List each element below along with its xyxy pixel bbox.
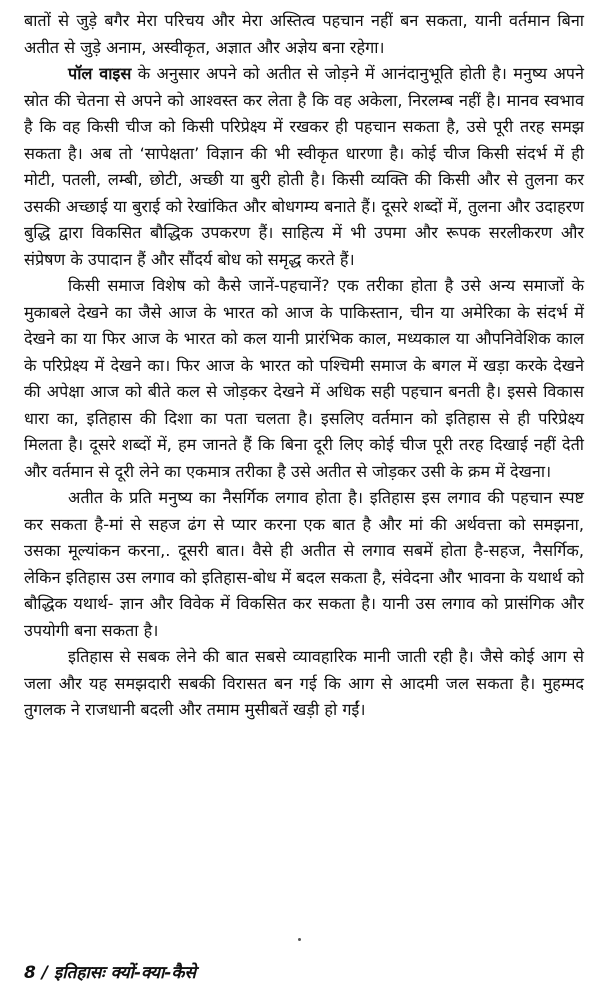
- paragraph-5: इतिहास से सबक लेने की बात सबसे व्यावहारिक मानी जाती रही है। जैसे कोई आग से जला और यह समझदारी सबकी विरासत बन गई कि आग से आदमी जल सकता है। मुहम्मद तुगलक ने राजधानी बदली और तमाम मुसीबतें खड़ी हो गईं।: [24, 647, 584, 719]
- paragraph-4: अतीत के प्रति मनुष्य का नैसर्गिक लगाव होता है। इतिहास इस लगाव की पहचान स्पष्ट कर सकता है-मां से सहज ढंग से प्यार करना एक बात है और मां की अर्थवत्ता को समझना, उसका मूल्यांकन करना,. दूसरी बात। वैसे ही अतीत से लगाव सबमें होता है-सहज, नैसर्गिक, लेकिन इतिहास उस लगाव को इतिहास-बोध में बदल सकता है, संवेदना और भावना के यथार्थ को बौद्धिक यथार्थ- ज्ञान और विवेक में विकसित कर सकता है। यानी उस लगाव को प्रासंगिक और उपयोगी बना सकता है।: [24, 488, 584, 640]
- print-speck: [298, 938, 301, 941]
- book-title: इतिहासः क्यों-क्या-कैसे: [53, 963, 196, 983]
- author-name-paul-weiss: पॉल वाइस: [68, 64, 132, 83]
- paragraph-2: [24, 61, 584, 273]
- paragraph-2-text: के अनुसार अपने को अतीत से जोड़ने में आनंदानुभूति होती है। मनुष्य अपने स्रोत की चेतना से अपने को आश्वस्त कर लेता है कि वह अकेला, निरलम्ब नहीं है। मानव स्वभाव है कि वह किसी चीज को किसी परिप्रेक्ष्य में रखकर ही पहचान सकता है, उसे पूरी तरह समझ सकता है। अब तो ‘सापेक्षता’ विज्ञान की भी स्वीकृत धारणा है। कोई चीज किसी संदर्भ में ही मोटी, पतली, लम्बी, छोटी, अच्छी या बुरी होती है। किसी व्यक्ति की किसी और से तुलना कर उसकी अच्छाई या बुराई को रेखांकित और बोधगम्य बनाते हैं। दूसरे शब्दों में, तुलना और उदाहरण बुद्धि द्वारा विकसित बौद्धिक उपकरण हैं। साहित्य में भी उपमा और रूपक सरलीकरण और संप्रेषण के उपादान हैं और सौंदर्य बोध को समृद्ध करते हैं।: [24, 64, 584, 269]
- page-footer: [24, 960, 196, 983]
- page-body: [24, 8, 584, 724]
- footer-separator: /: [35, 963, 54, 983]
- page-number: 8: [24, 963, 36, 983]
- paragraph-1: बातों से जुड़े बगैर मेरा परिचय और मेरा अस्तित्व पहचान नहीं बन सकता, यानी वर्तमान बिना अतीत से जुड़े अनाम, अस्वीकृत, अज्ञात और अज्ञेय बना रहेगा।: [24, 11, 584, 57]
- paragraph-3: किसी समाज विशेष को कैसे जानें-पहचानें? एक तरीका होता है उसे अन्य समाजों के मुकाबले देखने का जैसे आज के भारत को आज के पाकिस्तान, चीन या अमेरिका के संदर्भ में देखने का या फिर आज के भारत को कल यानी प्रारंभिक काल, मध्यकाल या औपनिवेशिक काल के परिप्रेक्ष्य में देखने का। फिर आज के भारत को पश्चिमी समाज के बगल में खड़ा करके देखने की अपेक्षा आज को बीते कल से जोड़कर देखने में अधिक सही पहचान बनती है। इससे विकास धारा का, इतिहास की दिशा का पता चलता है। इसलिए वर्तमान को इतिहास से ही परिप्रेक्ष्य मिलता है। दूसरे शब्दों में, हम जानते हैं कि बिना दूरी लिए कोई चीज पूरी तरह दिखाई नहीं देती और वर्तमान से दूरी लेने का एकमात्र तरीका है उसे अतीत से जोड़कर उसी के क्रम में देखना।: [24, 276, 584, 481]
